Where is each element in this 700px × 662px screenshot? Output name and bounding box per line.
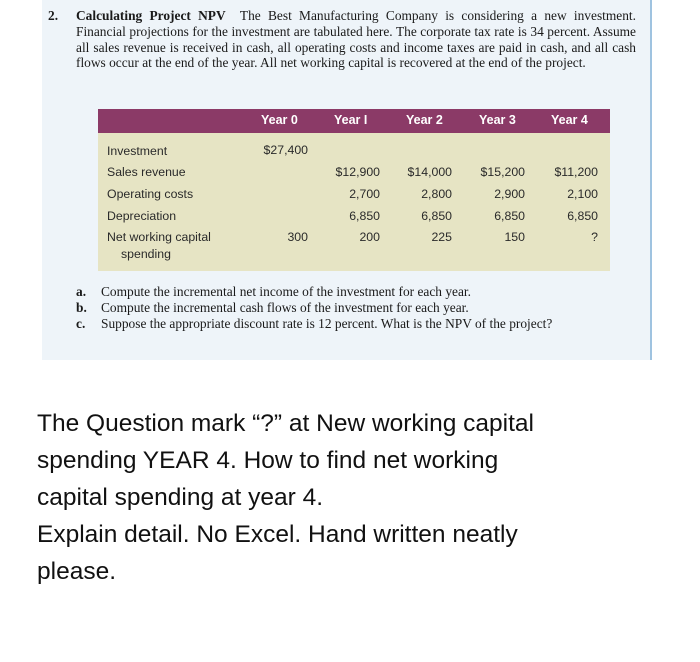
problem-statement bbox=[48, 8, 636, 71]
question-text: Compute the incremental cash flows of the investment for each year. bbox=[101, 299, 469, 315]
problem-title: Calculating Project NPV bbox=[76, 8, 226, 23]
cell-nwc-y4: ? bbox=[591, 230, 598, 244]
problem-number: 2. bbox=[48, 8, 59, 23]
cell-opcost-y1: 2,700 bbox=[349, 187, 380, 201]
question-letter: c. bbox=[76, 315, 86, 331]
row-label-depreciation: Depreciation bbox=[107, 209, 177, 223]
row-label-sales-revenue: Sales revenue bbox=[107, 165, 186, 179]
note-line: please. bbox=[37, 558, 117, 585]
question-letter: b. bbox=[76, 299, 87, 315]
cell-depr-y3: 6,850 bbox=[494, 209, 525, 223]
problem-text: The Best Manufacturing Company is considering a new investment. Financial projections for the investment are tabulated here. The corporate tax rate is 34 percent. Assume all sales revenue is received in cash, all operating costs and income taxes are paid in cash, and all cash flows occur at the end of the year. All net working capital is recovered at the end of the project. bbox=[76, 8, 636, 71]
header-year-4: Year 4 bbox=[551, 113, 588, 127]
cell-investment-y0: $27,400 bbox=[263, 143, 308, 157]
question-a bbox=[76, 284, 636, 300]
question-b bbox=[76, 300, 636, 316]
cell-opcost-y4: 2,100 bbox=[567, 187, 598, 201]
note-line: spending YEAR 4. How to find net working bbox=[37, 447, 499, 474]
row-label-investment: Investment bbox=[107, 144, 168, 158]
header-year-3: Year 3 bbox=[479, 113, 516, 127]
note-line: Explain detail. No Excel. Hand written neatly bbox=[37, 521, 518, 548]
cell-sales-y4: $11,200 bbox=[554, 165, 598, 179]
question-text: Suppose the appropriate discount rate is 12 percent. What is the NPV of the project? bbox=[101, 315, 553, 331]
row-label-operating-costs: Operating costs bbox=[107, 187, 194, 201]
question-letter: a. bbox=[76, 284, 87, 299]
header-year-0: Year 0 bbox=[261, 113, 298, 127]
row-label-nwc: Net working capital bbox=[107, 230, 211, 244]
question-c bbox=[76, 316, 636, 332]
cell-sales-y1: $12,900 bbox=[335, 165, 380, 179]
cell-sales-y3: $15,200 bbox=[480, 165, 525, 179]
user-question-note bbox=[37, 405, 667, 590]
note-line: The Question mark “?” at New working capital bbox=[37, 410, 534, 437]
projection-table bbox=[98, 109, 610, 271]
question-list bbox=[76, 284, 636, 331]
cell-depr-y1: 6,850 bbox=[349, 209, 380, 223]
cell-nwc-y3: 150 bbox=[504, 230, 525, 244]
header-year-2: Year 2 bbox=[406, 113, 443, 127]
table-header-row bbox=[98, 109, 610, 133]
cell-depr-y4: 6,850 bbox=[567, 209, 598, 223]
cell-nwc-y0: 300 bbox=[287, 230, 308, 244]
row-label-nwc-line2: spending bbox=[121, 247, 171, 261]
cell-nwc-y2: 225 bbox=[431, 230, 452, 244]
note-line: capital spending at year 4. bbox=[37, 484, 324, 511]
cell-opcost-y2: 2,800 bbox=[421, 187, 452, 201]
cell-opcost-y3: 2,900 bbox=[494, 187, 525, 201]
cell-sales-y2: $14,000 bbox=[407, 165, 452, 179]
cell-nwc-y1: 200 bbox=[359, 230, 380, 244]
question-text: Compute the incremental net income of the investment for each year. bbox=[101, 284, 471, 299]
cell-depr-y2: 6,850 bbox=[421, 209, 452, 223]
header-year-1: Year I bbox=[334, 113, 368, 127]
